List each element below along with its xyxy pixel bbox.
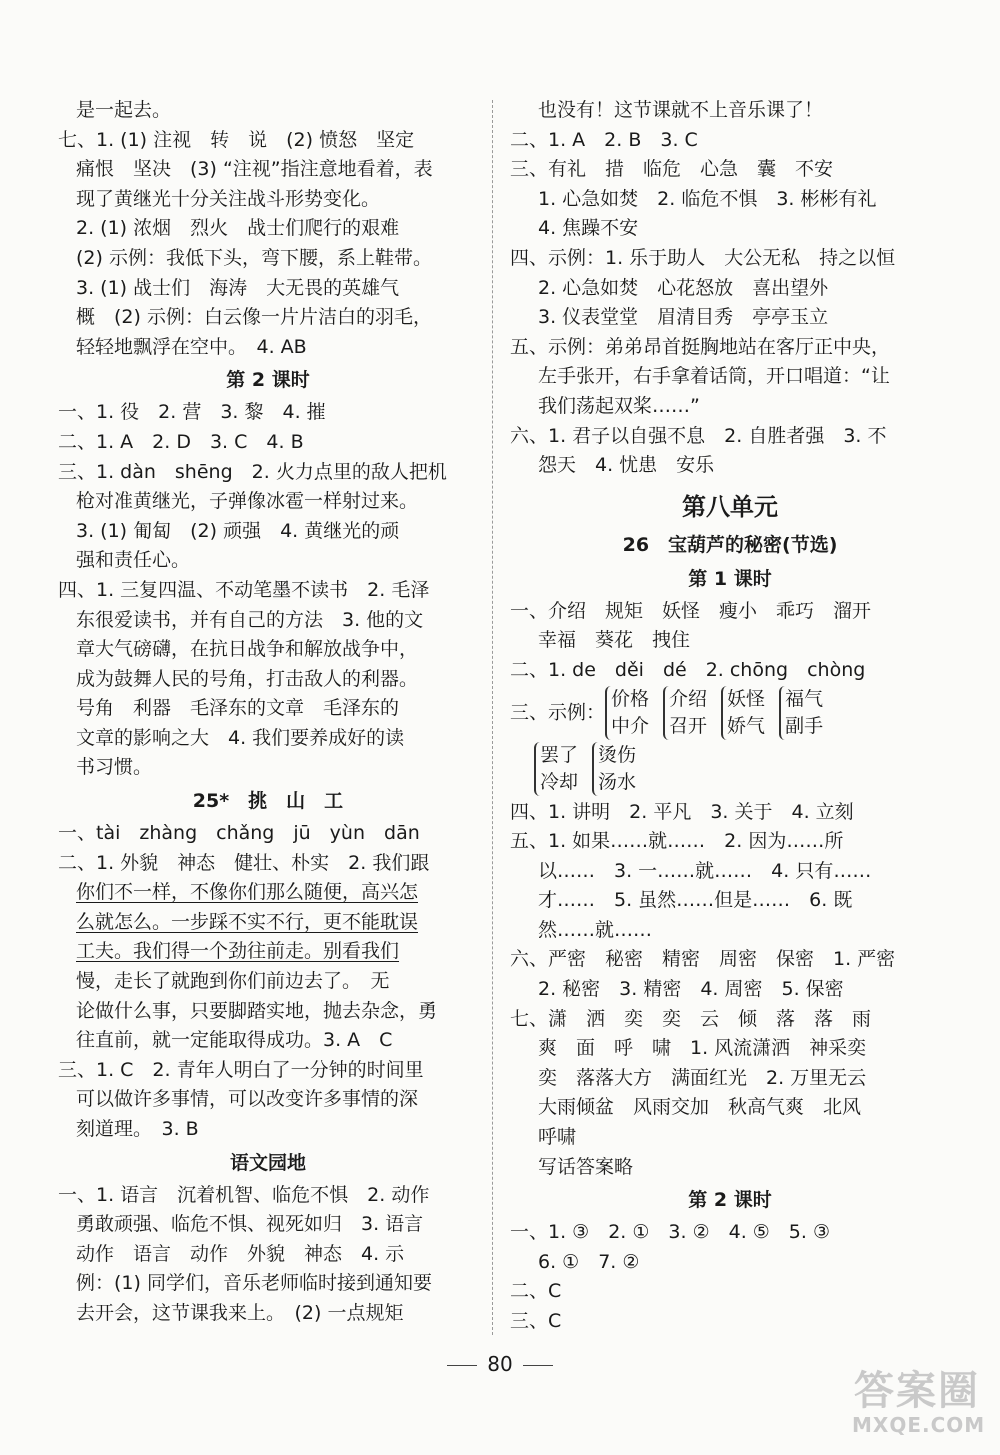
answer-line: 刻道理。 3. B [76,1118,199,1140]
answer-line: 以…… 3. 一……就…… 4. 只有…… [538,859,872,882]
answer-line: 号角 利器 毛泽东的文章 毛泽东的 [76,697,400,720]
answer-line: 6. ① 7. ② [538,1250,640,1273]
section-heading: 25* 挑 山 工 [192,790,344,813]
answer-label: 三、示例： [510,701,606,723]
bracket-word: 中介 [611,714,650,737]
bracket-pair [605,686,649,740]
bracket-word: 召开 [669,714,708,737]
answer-line: 4. 焦躁不安 [538,217,639,240]
bracket-word: 价格 [611,687,650,710]
section-heading: 第 2 课时 [688,1189,772,1212]
section-heading: 26 宝葫芦的秘密(节选) [622,533,838,556]
answer-line: 现了黄继光十分关注战斗形势变化。 [76,187,381,210]
answer-line: 呼啸 [538,1126,577,1149]
bracket-pair [592,742,636,796]
answer-line: 六、1. 君子以自强不息 2. 自胜者强 3. 不 [510,424,887,447]
answer-line: 四、1. 三复四温、不动笔墨不读书 2. 毛泽 [58,578,430,601]
answer-line: 2. (1) 浓烟 烈火 战士们爬行的艰难 [76,217,400,240]
answer-line: 三、1. dàn shēng 2. 火力点里的敌人把机 [58,460,447,483]
left-column [58,96,478,1329]
answer-line: 文章的影响之大 4. 我们要养成好的读 [76,726,405,749]
answer-line: 幸福 葵花 拽住 [538,629,691,652]
column-divider [492,100,493,1335]
answer-line: 3. (1) 战士们 海涛 大无畏的英雄气 [76,276,400,299]
answer-line: 成为鼓舞人民的号角，打击敌人的利器。 [76,667,419,690]
answer-line: 论做什么事，只要脚踏实地，抛去杂念，勇 [76,999,438,1022]
page-footer [0,1352,1000,1376]
bracket-word: 福气 [785,687,824,710]
answer-line: 强和责任心。 [76,549,191,572]
answer-line: 三、有礼 措 临危 心急 囊 不安 [510,158,834,181]
answer-line: 二、1. A 2. D 3. C 4. B [58,430,304,453]
page-number: 80 [487,1352,513,1376]
bracket-pair [663,686,707,740]
answer-line: 轻轻地飘浮在空中。 4. AB [76,335,307,358]
answer-line: 二、1. A 2. B 3. C [510,128,698,151]
answer-line: 然……就…… [538,918,653,941]
bracket-pair [534,742,578,796]
answer-line: 一、1. 役 2. 营 3. 黎 4. 摧 [58,401,326,424]
watermark-text: 答案圈 [854,1368,980,1414]
answer-line: 五、示例：弟弟昂首挺胸地站在客厅正中央， [510,335,891,358]
bracket-word: 汤水 [598,770,637,793]
answer-line: 七、1. (1) 注视 转 说 (2) 愤怒 坚定 [58,128,415,151]
answer-line: 三、C [510,1310,562,1332]
answer-line: 么就怎么。一步踩不实不行，更不能耽误 [76,910,419,933]
answer-line: 二、1. de děi dé 2. chōng chòng [510,658,866,681]
answer-line: 左手张开，右手拿着话筒，开口唱道：“让 [538,365,890,388]
answer-line: 我们荡起双桨……” [538,394,700,417]
answer-line: 大雨倾盆 风雨交加 秋高气爽 北风 [538,1096,862,1119]
answer-line: 你们不一样，不像你们那么随便，高兴怎 [76,881,419,904]
bracket-word: 罢了 [540,743,579,766]
bracket-pair [721,686,765,740]
bracket-word: 冷却 [540,770,579,793]
watermark-logo [852,1368,986,1441]
answer-line: 书习惯。 [76,756,153,779]
answer-line: 勇敢顽强、临危不惧、视死如归 3. 语言 [76,1213,424,1236]
answer-line: 五、1. 如果……就…… 2. 因为……所 [510,830,844,853]
answer-line: 工夫。我们得一个劲往前走。别看我们 [76,940,400,963]
answer-line: 东很爱读书，并有自己的方法 3. 他的文 [76,608,424,631]
bracket-group-row [510,686,950,740]
answer-line: 往直前，就一定能取得成功。3. A C [76,1029,393,1052]
bracket-word: 烫伤 [598,743,637,766]
answer-line: 一、tài zhàng chǎng jū yùn dān [58,822,420,845]
answer-line: 二、C [510,1280,562,1303]
section-heading: 第 2 课时 [226,369,310,392]
answer-line: 一、1. 语言 沉着机智、临危不惧 2. 动作 [58,1183,430,1206]
answer-line: 怨天 4. 忧患 安乐 [538,454,715,477]
answer-line: 才…… 5. 虽然……但是…… 6. 既 [538,889,853,912]
answer-line: 二、1. 外貌 神态 健壮、朴实 2. 我们跟 [58,851,430,874]
watermark-url: MXQE.COM [852,1413,986,1437]
answer-line: (2) 示例：我低下头，弯下腰，系上鞋带。 [76,246,432,269]
answer-line: 四、1. 讲明 2. 平凡 3. 关于 4. 立刻 [510,800,854,823]
bracket-word: 副手 [785,714,824,737]
answer-line: 一、介绍 规矩 妖怪 瘦小 乖巧 溜开 [510,599,872,622]
answer-line: 3. (1) 匍匐 (2) 顽强 4. 黄继光的顽 [76,519,400,542]
answer-line: 1. 心急如焚 2. 临危不惧 3. 彬彬有礼 [538,187,877,210]
bracket-word: 妖怪 [727,687,766,710]
bracket-word: 介绍 [669,687,708,710]
section-heading: 第八单元 [682,492,778,521]
answer-line: 六、严密 秘密 精密 周密 保密 1. 严密 [510,948,896,971]
answer-line: 写话答案略 [538,1155,634,1178]
answer-line: 痛恨 坚决 (3) “注视”指注意地看着，表 [76,158,433,181]
answer-line: 3. 仪表堂堂 眉清目秀 亭亭玉立 [538,306,829,329]
answer-line: 慢，走长了就跑到你们前边去了。 无 [76,970,390,993]
answer-line: 去开会，这节课我来上。 (2) 一点规矩 [76,1301,404,1324]
section-heading: 第 1 课时 [688,567,772,590]
answer-line: 一、1. ③ 2. ① 3. ② 4. ⑤ 5. ③ [510,1221,831,1244]
answer-line: 也没有！这节课就不上音乐课了！ [538,99,824,121]
answer-line: 2. 心急如焚 心花怒放 喜出望外 [538,276,829,299]
answer-line: 概 (2) 示例：白云像一片片洁白的羽毛， [76,306,432,329]
answer-line: 四、示例：1. 乐于助人 大公无私 持之以恒 [510,246,896,269]
answer-line: 爽 面 呼 啸 1. 风流潇洒 神采奕 [538,1037,867,1060]
answer-line: 枪对准黄继光，子弹像冰雹一样射过来。 [76,490,419,513]
answer-line: 是一起去。 [76,99,172,121]
answer-line: 可以做许多事情，可以改变许多事情的深 [76,1088,419,1111]
bracket-pair [779,686,823,740]
answer-line: 动作 语言 动作 外貌 神态 4. 示 [76,1242,405,1265]
bracket-word: 娇气 [727,714,766,737]
answer-line: 三、1. C 2. 青年人明白了一分钟的时间里 [58,1058,424,1081]
right-column [510,96,950,1337]
answer-line: 七、潇 洒 奕 奕 云 倾 落 落 雨 [510,1007,872,1030]
answer-line: 章大气磅礴，在抗日战争和解放战争中， [76,638,419,661]
answer-line: 例：(1) 同学们，音乐老师临时接到通知要 [76,1272,432,1295]
section-heading: 语文园地 [229,1151,306,1174]
answer-line: 2. 秘密 3. 精密 4. 周密 5. 保密 [538,978,844,1001]
answer-line: 奕 落落大方 满面红光 2. 万里无云 [538,1066,867,1089]
bracket-group-row [534,742,950,796]
